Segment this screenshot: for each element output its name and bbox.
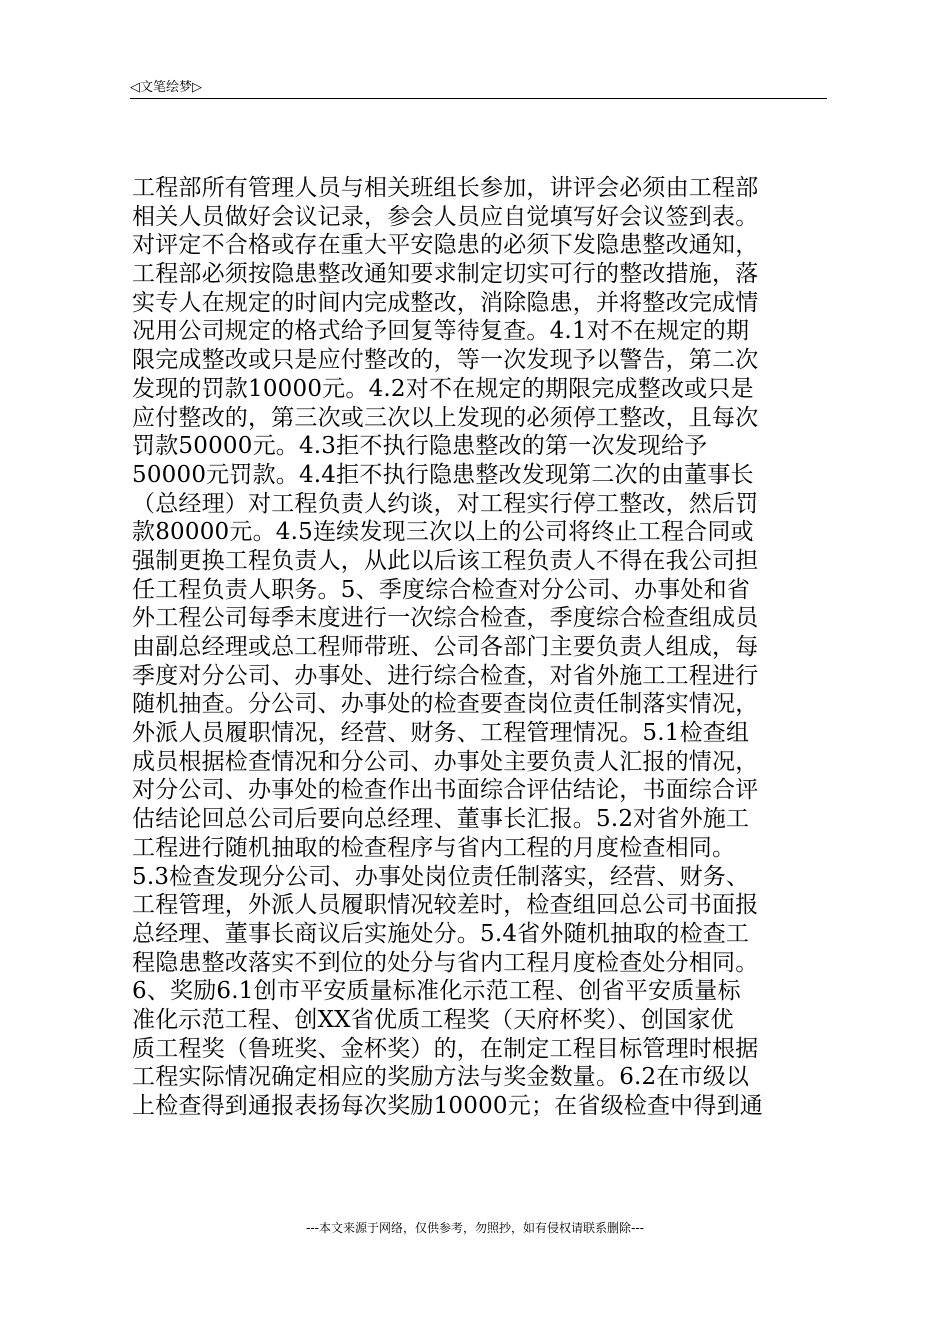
body-line: 工程部必须按隐患整改通知要求制定切实可行的整改措施，落 [132, 261, 759, 288]
body-line: 工程部所有管理人员与相关班组长参加，讲评会必须由工程部 [132, 175, 759, 201]
body-line: 季度对分公司、办事处、进行综合检查，对省外施工工程进行 [132, 662, 759, 689]
body-line: 强制更换工程负责人，从此以后该工程负责人不得在我公司担 [132, 547, 759, 574]
body-line: （总经理）对工程负责人约谈，对工程实行停工整改，然后罚 [132, 490, 759, 517]
body-line: 6、奖励6.1创市平安质量标准化示范工程、创省平安质量标 [132, 978, 741, 1005]
body-line: 质工程奖（鲁班奖、金杯奖）的，在制定工程目标管理时根据 [132, 1035, 759, 1062]
body-line: 由副总经理或总工程师带班、公司各部门主要负责人组成，每 [132, 634, 759, 660]
body-line: 外派人员履职情况，经营、财务、工程管理情况。5.1检查组 [132, 720, 750, 747]
body-line: 相关人员做好会议记录，参会人员应自觉填写好会议签到表。 [132, 203, 759, 230]
body-line: 限完成整改或只是应付整改的，等一次发现予以警告，第二次 [132, 347, 759, 374]
page-header [130, 74, 827, 99]
body-line: 工程进行随机抽取的检查程序与省内工程的月度检查相同。 [132, 834, 736, 861]
footer-disclaimer: ---本文来源于网络，仅供参考，勿照抄，如有侵权请联系删除--- [306, 1221, 644, 1235]
body-line: 准化示范工程、创XX省优质工程奖（天府杯奖）、创国家优 [132, 1006, 734, 1033]
body-line: 发现的罚款10000元。4.2对不在规定的期限完成整改或只是 [132, 375, 754, 402]
body-line: 任工程负责人职务。5、季度综合检查对分公司、办事处和省 [132, 576, 751, 603]
body-line: 对分公司、办事处的检查作出书面综合评估结论，书面综合评 [132, 777, 759, 804]
body-line: 上检查得到通报表扬每次奖励10000元；在省级检查中得到通 [132, 1093, 763, 1119]
document-body [132, 174, 832, 1121]
body-line: 实专人在规定的时间内完成整改，消除隐患，并将整改完成情 [132, 289, 759, 316]
body-line: 5.3检查发现分公司、办事处岗位责任制落实，经营、财务、 [132, 863, 750, 890]
body-line: 款80000元。4.5连续发现三次以上的公司将终止工程合同或 [132, 519, 754, 546]
body-line: 50000元罚款。4.4拒不执行隐患整改发现第二次的由董事长 [132, 461, 754, 488]
body-line: 成员根据检查情况和分公司、办事处主要负责人汇报的情况， [132, 748, 759, 775]
body-line: 工程实际情况确定相应的奖励方法与奖金数量。6.2在市级以 [132, 1064, 750, 1091]
page-footer [0, 1219, 950, 1236]
body-line: 外工程公司每季末度进行一次综合检查，季度综合检查组成员 [132, 605, 759, 632]
body-line: 况用公司规定的格式给予回复等待复查。4.1对不在规定的期 [132, 318, 750, 345]
body-line: 对评定不合格或存在重大平安隐患的必须下发隐患整改通知， [132, 232, 759, 259]
body-line: 随机抽查。分公司、办事处的检查要查岗位责任制落实情况， [132, 691, 759, 718]
body-line: 应付整改的，第三次或三次以上发现的必须停工整改，且每次 [132, 404, 759, 431]
header-title: ◁文笔绘梦▷ [130, 80, 202, 95]
body-line: 总经理、董事长商议后实施处分。5.4省外随机抽取的检查工 [132, 920, 750, 947]
body-line: 罚款50000元。4.3拒不执行隐患整改的第一次发现给予 [132, 433, 708, 460]
body-line: 程隐患整改落实不到位的处分与省内工程月度检查处分相同。 [132, 949, 759, 976]
body-line: 估结论回总公司后要向总经理、董事长汇报。5.2对省外施工 [132, 806, 750, 833]
body-line: 工程管理，外派人员履职情况较差时，检查组回总公司书面报 [132, 892, 759, 919]
